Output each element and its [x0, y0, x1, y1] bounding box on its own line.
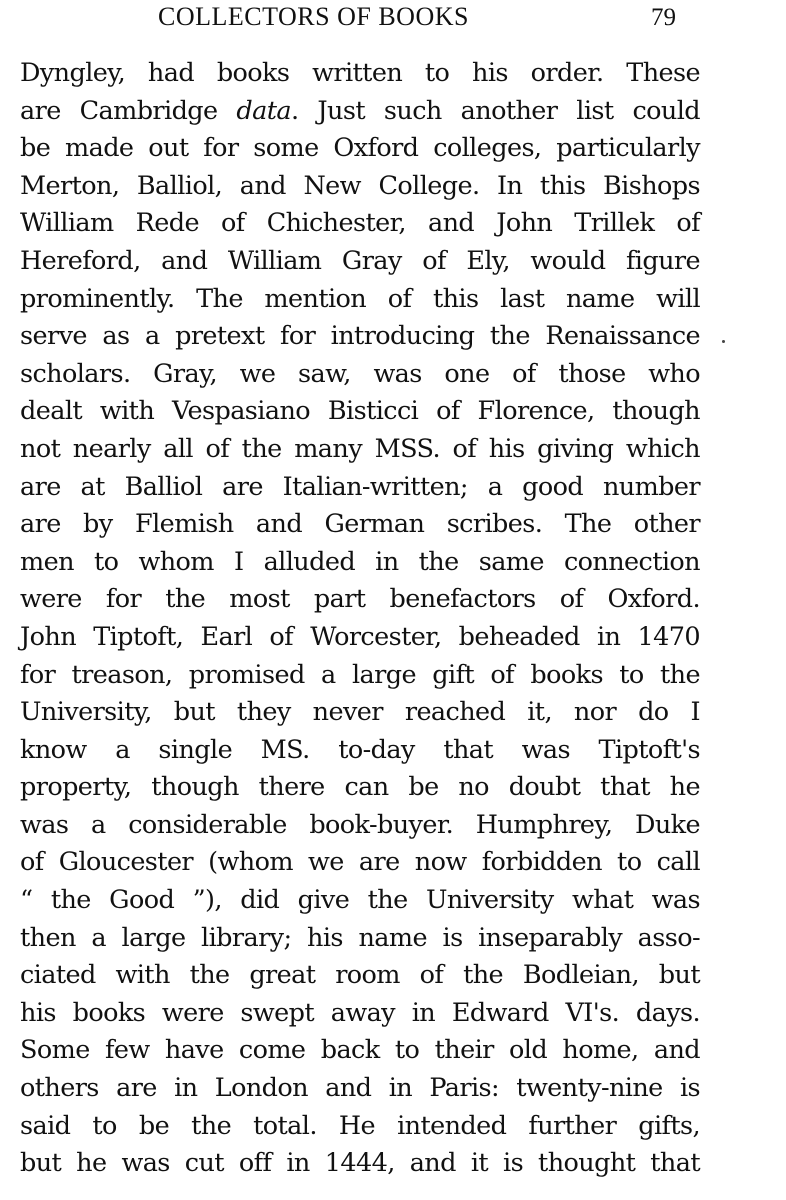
- text-line-3: be made out for some Oxford colleges, particularly: [20, 133, 700, 164]
- text-line-27: Some few have come back to their old home, and: [20, 1035, 700, 1066]
- text-line-11: not nearly all of the many MSS. of his giving which: [20, 433, 700, 464]
- running-head: [0, 2, 786, 36]
- text-line-7: prominently. The mention of this last name will: [20, 283, 700, 314]
- text-line-20: property, though there can be no doubt that he: [20, 772, 700, 803]
- text-line-15: were for the most part benefactors of Oxford.: [20, 584, 700, 615]
- text-line-30: but he was cut off in 1444, and it is thought that: [20, 1148, 700, 1179]
- text-line-26: his books were swept away in Edward VI's. days.: [20, 997, 700, 1028]
- text-line-25: ciated with the great room of the Bodleian, but: [20, 960, 700, 991]
- text-line-13: are by Flemish and German scribes. The other: [20, 509, 700, 540]
- text-line-16: John Tiptoft, Earl of Worcester, beheaded in 1470: [20, 621, 700, 652]
- text-line-1: Dyngley, had books written to his order. These: [20, 58, 700, 88]
- text-line-14: men to whom I alluded in the same connection: [20, 546, 700, 577]
- text-line-18: University, but they never reached it, nor do I: [20, 697, 700, 728]
- text-line-9: scholars. Gray, we saw, was one of those who: [20, 358, 700, 389]
- text-line-23: “ the Good ”), did give the University what was: [20, 885, 700, 916]
- text-line-10: dealt with Vespasiano Bisticci of Florence, though: [20, 396, 700, 427]
- text-line-2-start: are Cambridge: [20, 95, 237, 126]
- text-line-2-end: . Just such another list could: [291, 95, 700, 126]
- text-line-19: know a single MS. to-day that was Tiptoft's: [20, 734, 700, 765]
- text-line-2-emphasis: data: [236, 95, 291, 126]
- text-line-2: [20, 93, 700, 131]
- text-line-12: are at Balliol are Italian-written; a good number: [20, 471, 700, 502]
- text-line-6: Hereford, and William Gray of Ely, would figure: [20, 245, 700, 276]
- text-line-24: then a large library; his name is inseparably asso-: [20, 922, 700, 953]
- page-number: 79: [651, 4, 676, 31]
- text-line-28: others are in London and in Paris: twenty-nine is: [20, 1073, 700, 1104]
- text-line-4: Merton, Balliol, and New College. In this Bishops: [20, 170, 700, 201]
- text-line-22: of Gloucester (whom we are now forbidden to call: [20, 847, 700, 878]
- text-line-29: said to be the total. He intended further gifts,: [20, 1110, 700, 1141]
- body-text: [20, 55, 700, 1183]
- text-line-5: William Rede of Chichester, and John Trillek of: [20, 208, 700, 239]
- text-line-8: serve as a pretext for introducing the Renaissance: [20, 321, 700, 352]
- text-line-21: was a considerable book-buyer. Humphrey, Duke: [20, 809, 700, 840]
- running-title: COLLECTORS OF BOOKS: [158, 2, 469, 31]
- ink-speck: [722, 340, 725, 343]
- text-line-17: for treason, promised a large gift of books to the: [20, 659, 700, 690]
